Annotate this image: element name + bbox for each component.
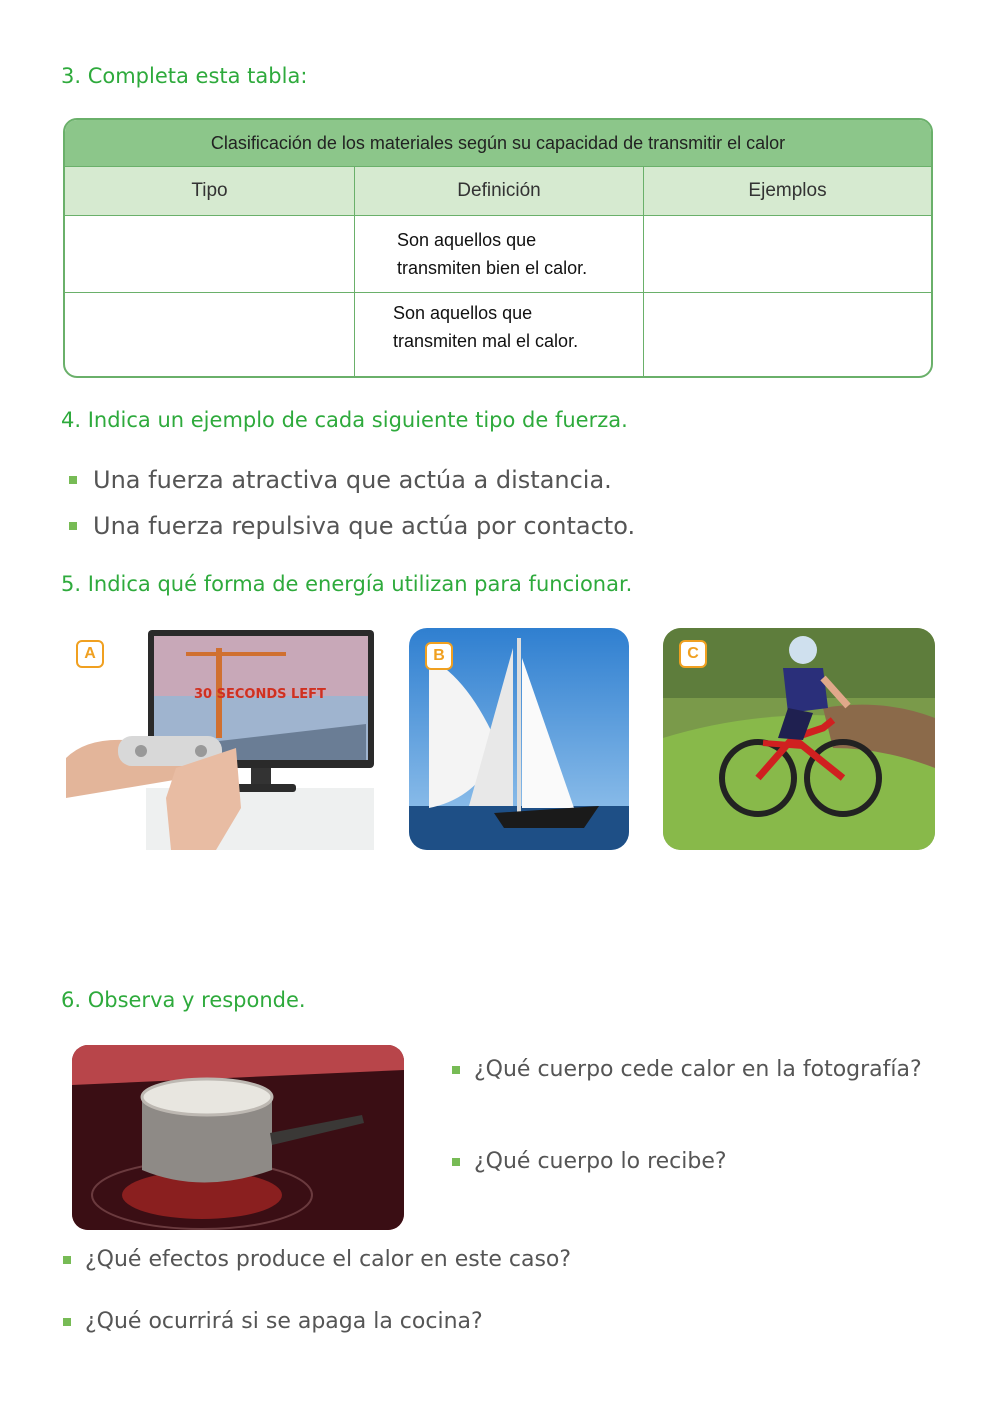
- list-item: [69, 466, 612, 494]
- list-item: [63, 1309, 483, 1334]
- definition-line: transmiten bien el calor.: [397, 258, 588, 278]
- header-definicion: Definición: [355, 167, 644, 215]
- section-4-heading: 4. Indica un ejemplo de cada siguiente tipo de fuerza.: [61, 408, 628, 432]
- bullet-square-icon: [63, 1256, 71, 1264]
- question-recibe: ¿Qué cuerpo lo recibe?: [474, 1149, 727, 1174]
- section-6-heading: 6. Observa y responde.: [61, 988, 306, 1012]
- ejemplos-cell-2[interactable]: [644, 293, 931, 378]
- sailboat-photo: [409, 628, 629, 850]
- header-ejemplos: Ejemplos: [748, 180, 827, 201]
- list-item: [69, 512, 635, 540]
- photo-label-a: A: [76, 640, 104, 668]
- definition-line: Son aquellos que: [393, 303, 533, 323]
- table-row: [65, 293, 931, 378]
- bicycle-rider-photo: [663, 628, 935, 850]
- list-item: [452, 1057, 922, 1082]
- saucepan-on-stove-photo: [72, 1045, 404, 1230]
- definition-line: Son aquellos que: [397, 230, 537, 250]
- photo-label-b: B: [425, 642, 453, 670]
- table-header-row: [65, 167, 931, 216]
- bullet-square-icon: [63, 1318, 71, 1326]
- bullet-square-icon: [452, 1066, 460, 1074]
- list-item: [452, 1149, 727, 1174]
- question-apaga-cocina: ¿Qué ocurrirá si se apaga la cocina?: [85, 1309, 483, 1334]
- definition-cell-1: [355, 216, 644, 292]
- bullet-square-icon: [69, 476, 77, 484]
- question-cede-calor: ¿Qué cuerpo cede calor en la fotografía?: [474, 1057, 922, 1082]
- definition-line: transmiten mal el calor.: [393, 331, 579, 351]
- list-item: [63, 1247, 571, 1272]
- header-tipo: Tipo: [65, 167, 355, 215]
- screen-countdown-text: 30 SECONDS LEFT: [194, 687, 326, 702]
- ejemplos-cell-1[interactable]: [644, 216, 931, 292]
- force-item-1: Una fuerza atractiva que actúa a distancia.: [93, 466, 612, 494]
- bullet-square-icon: [452, 1158, 460, 1166]
- table-title: Clasificación de los materiales según su capacidad de transmitir el calor: [65, 120, 931, 167]
- table-row: [65, 216, 931, 293]
- section-5-heading: 5. Indica qué forma de energía utilizan para funcionar.: [61, 572, 633, 596]
- tipo-cell-2[interactable]: [65, 293, 355, 378]
- videogame-monitor-photo: [66, 628, 374, 850]
- bullet-square-icon: [69, 522, 77, 530]
- definition-cell-2: [355, 293, 644, 378]
- materials-table: [63, 118, 933, 378]
- tipo-cell-1[interactable]: [65, 216, 355, 292]
- force-item-2: Una fuerza repulsiva que actúa por contacto.: [93, 512, 636, 540]
- photo-label-c: C: [679, 640, 707, 668]
- question-efectos: ¿Qué efectos produce el calor en este caso?: [85, 1247, 572, 1272]
- section-3-heading: 3. Completa esta tabla:: [61, 64, 308, 88]
